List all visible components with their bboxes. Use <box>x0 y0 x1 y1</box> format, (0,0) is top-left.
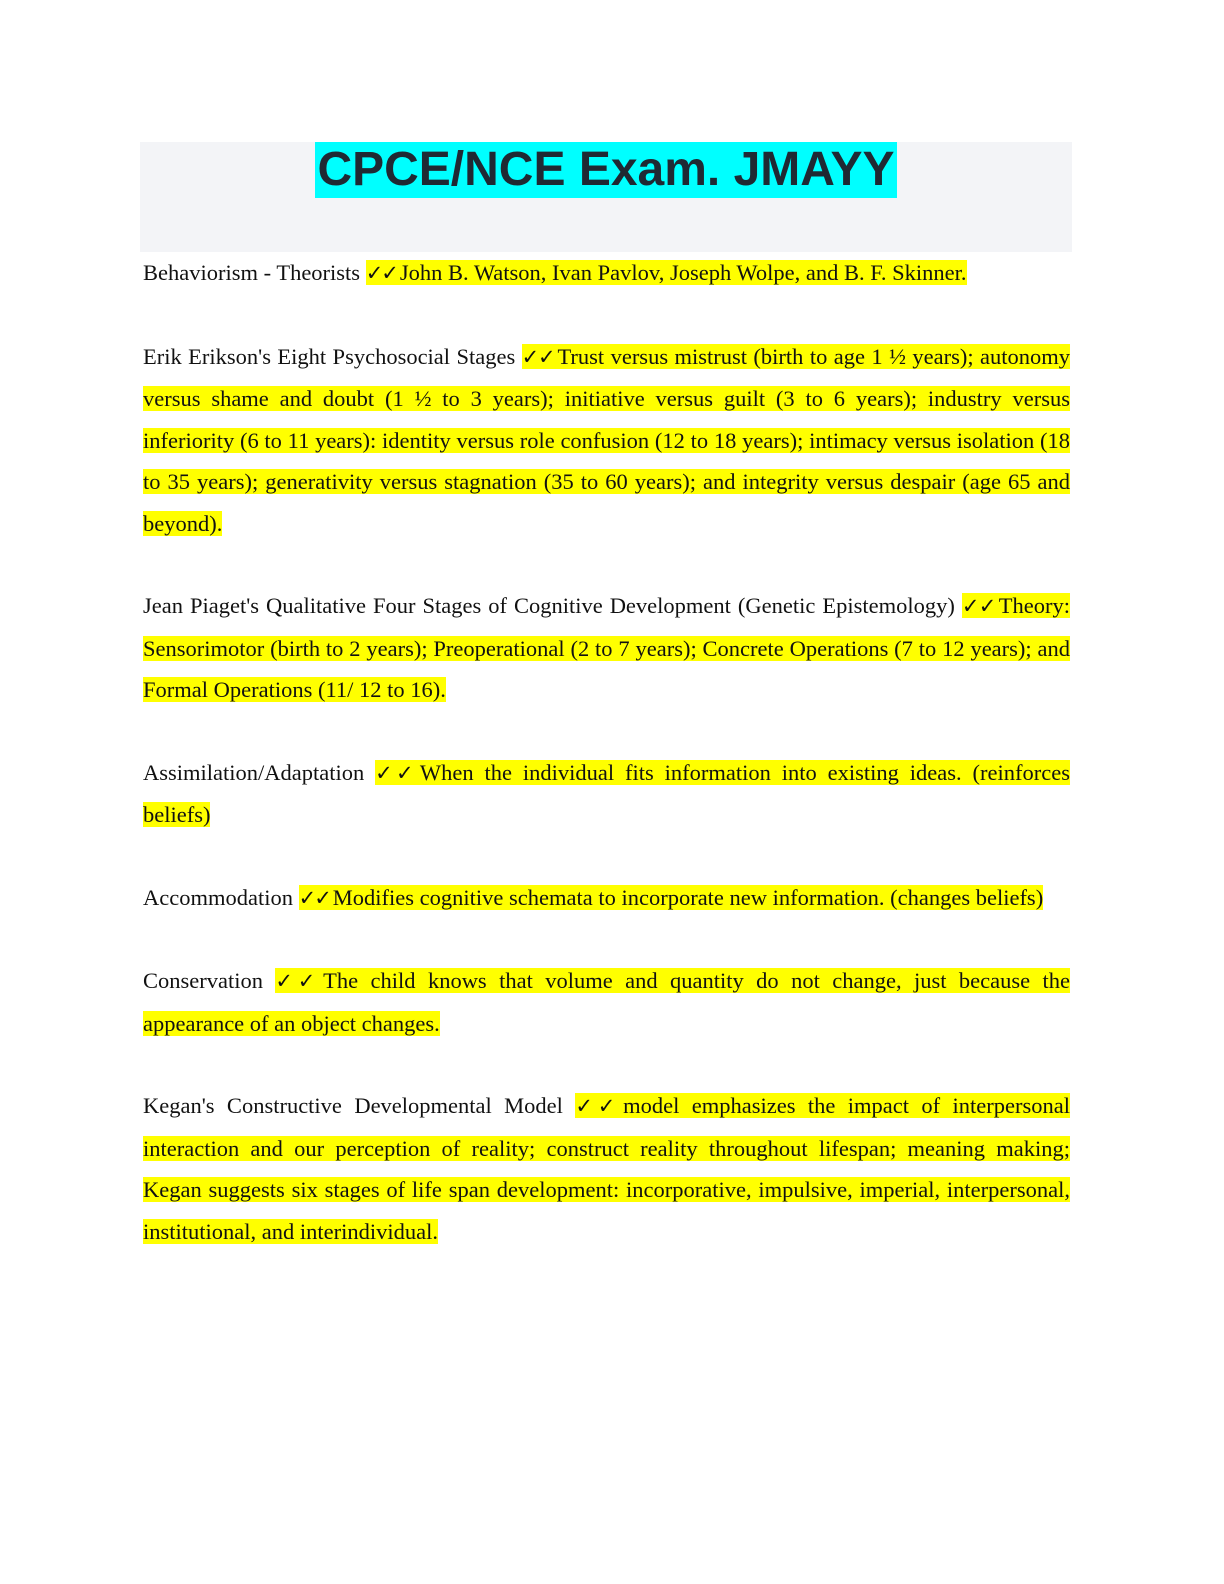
entry-term: Jean Piaget's Qualitative Four Stages of Cognitive Development (Genetic Epistemology) <box>143 593 955 618</box>
entry-answer: Modifies cognitive schemata to incorporate new information. (changes beliefs) <box>332 884 1044 910</box>
title-band <box>140 142 1072 252</box>
entry-answer-highlight <box>299 885 1044 910</box>
entry-answer-highlight <box>143 968 1070 1036</box>
double-check-icon: ✓✓ <box>575 1094 621 1118</box>
flashcard-entry <box>143 336 1070 545</box>
flashcard-entry <box>143 1085 1070 1252</box>
entry-answer: When the individual fits information into existing ideas. (reinforces beliefs) <box>143 759 1070 827</box>
entry-answer: John B. Watson, Ivan Pavlov, Joseph Wolpe, and B. F. Skinner. <box>399 260 967 285</box>
entry-term: Behaviorism - Theorists <box>143 260 361 285</box>
flashcard-list <box>143 252 1070 1252</box>
entry-term: Accommodation <box>143 884 293 910</box>
entry-answer: model emphasizes the impact of interpersonal interaction and our perception of reality; construct reality throughout lifespan; meaning making; Kegan suggests six stages of life span development: incorporative, impulsive, imperial, interpersonal, institutional, and interindividual. <box>143 1093 1070 1244</box>
entry-answer-highlight <box>366 260 967 285</box>
entry-answer: Theory: Sensorimotor (birth to 2 years); Preoperational (2 to 7 years); Concrete Operations (7 to 12 years); and Formal Operations (11/ 12 to 16). <box>143 593 1070 702</box>
flashcard-entry <box>143 252 1070 295</box>
double-check-icon: ✓✓ <box>298 885 330 910</box>
entry-term: Erik Erikson's Eight Psychosocial Stages <box>143 343 516 369</box>
flashcard-entry <box>143 585 1070 711</box>
entry-answer: Trust versus mistrust (birth to age 1 ½ years); autonomy versus shame and doubt (1 ½ to 3 years); initiative versus guilt (3 to 6 years); industry versus inferiority (6 to 11 years): identity versus role confusion (12 to 18 years); intimacy versus isolation (18 to 35 years); generativity versus stagnation (35 to 60 years); and integrity versus despair (age 65 and beyond). <box>143 343 1071 536</box>
double-check-icon: ✓✓ <box>961 594 996 618</box>
entry-term: Conservation <box>143 968 263 993</box>
document-title: CPCE/NCE Exam. JMAYY <box>317 143 895 196</box>
entry-term: Assimilation/Adaptation <box>143 759 365 785</box>
entry-term: Kegan's Constructive Developmental Model <box>143 1093 563 1118</box>
double-check-icon: ✓✓ <box>275 969 321 993</box>
entry-answer: The child knows that volume and quantity do not change, just because the appearance of an object changes. <box>143 968 1070 1036</box>
flashcard-entry <box>143 877 1070 920</box>
double-check-icon: ✓✓ <box>521 344 555 369</box>
double-check-icon: ✓✓ <box>365 261 397 285</box>
flashcard-entry <box>143 960 1070 1044</box>
double-check-icon: ✓✓ <box>375 760 417 785</box>
entry-answer-highlight <box>143 344 1070 536</box>
title-wrap <box>140 142 1072 198</box>
flashcard-entry <box>143 752 1070 836</box>
